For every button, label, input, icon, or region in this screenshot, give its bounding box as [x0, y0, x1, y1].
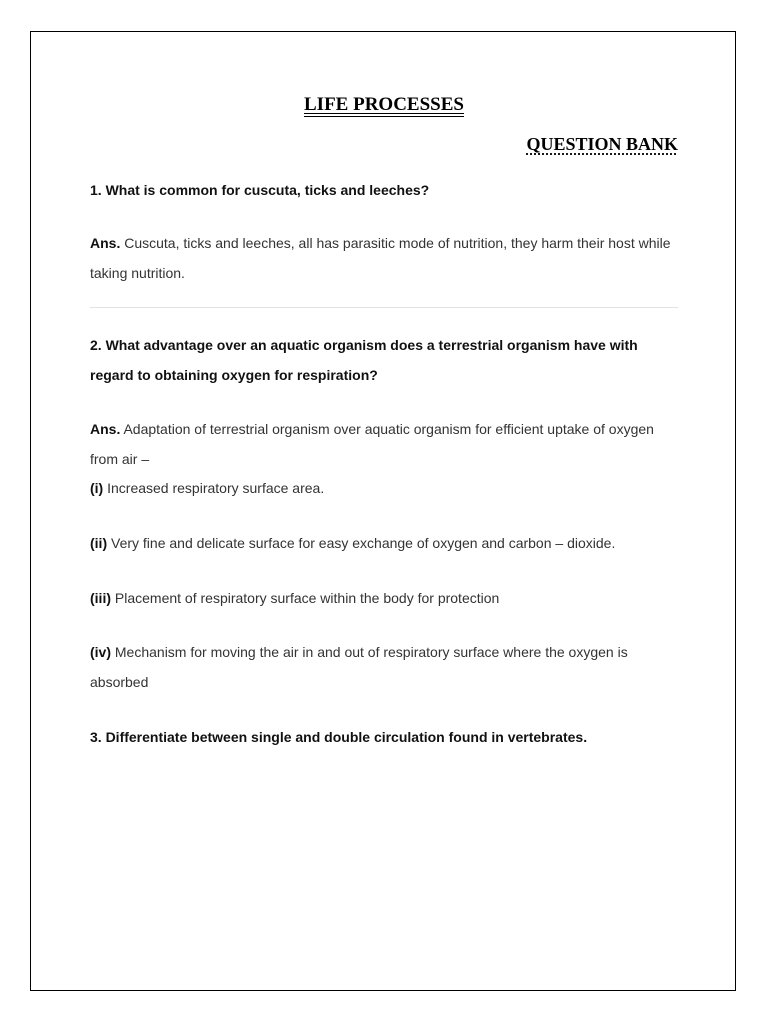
question-3: 3. Differentiate between single and double circulation found in vertebrates.: [90, 729, 588, 745]
answer-point-iii: [90, 583, 682, 613]
point-text: Mechanism for moving the air in and out of respiratory surface where the oxygen is absorbed: [90, 644, 628, 690]
question-2: 2. What advantage over an aquatic organism does a terrestrial organism have with regard to obtaining oxygen for respiration?: [90, 337, 638, 383]
question-1: 1. What is common for cuscuta, ticks and leeches?: [90, 182, 430, 198]
point-label: (iv): [90, 644, 111, 660]
answer-point-iv: [90, 637, 682, 697]
answer-label: Ans.: [90, 421, 121, 437]
point-label: (iii): [90, 590, 111, 606]
point-text: Placement of respiratory surface within the body for protection: [114, 590, 500, 606]
point-label: (ii): [90, 535, 108, 551]
answer-text: Adaptation of terrestrial organism over aquatic organism for efficient uptake of oxygen from air –: [90, 421, 654, 467]
point-text: Very fine and delicate surface for easy exchange of oxygen and carbon – dioxide.: [111, 535, 616, 551]
point-label: (i): [90, 480, 104, 496]
answer-1: [90, 228, 682, 288]
page-title: LIFE PROCESSES: [304, 94, 464, 115]
answer-label: Ans.: [90, 235, 121, 251]
section-divider: [90, 307, 678, 308]
page-subtitle: QUESTION BANK: [526, 134, 678, 154]
point-text: Increased respiratory surface area.: [107, 480, 325, 496]
answer-text: Cuscuta, ticks and leeches, all has parasitic mode of nutrition, they harm their host while taking nutrition.: [90, 235, 671, 281]
answer-point-i: [90, 473, 682, 503]
answer-point-ii: [90, 528, 682, 558]
answer-2: [90, 414, 682, 474]
